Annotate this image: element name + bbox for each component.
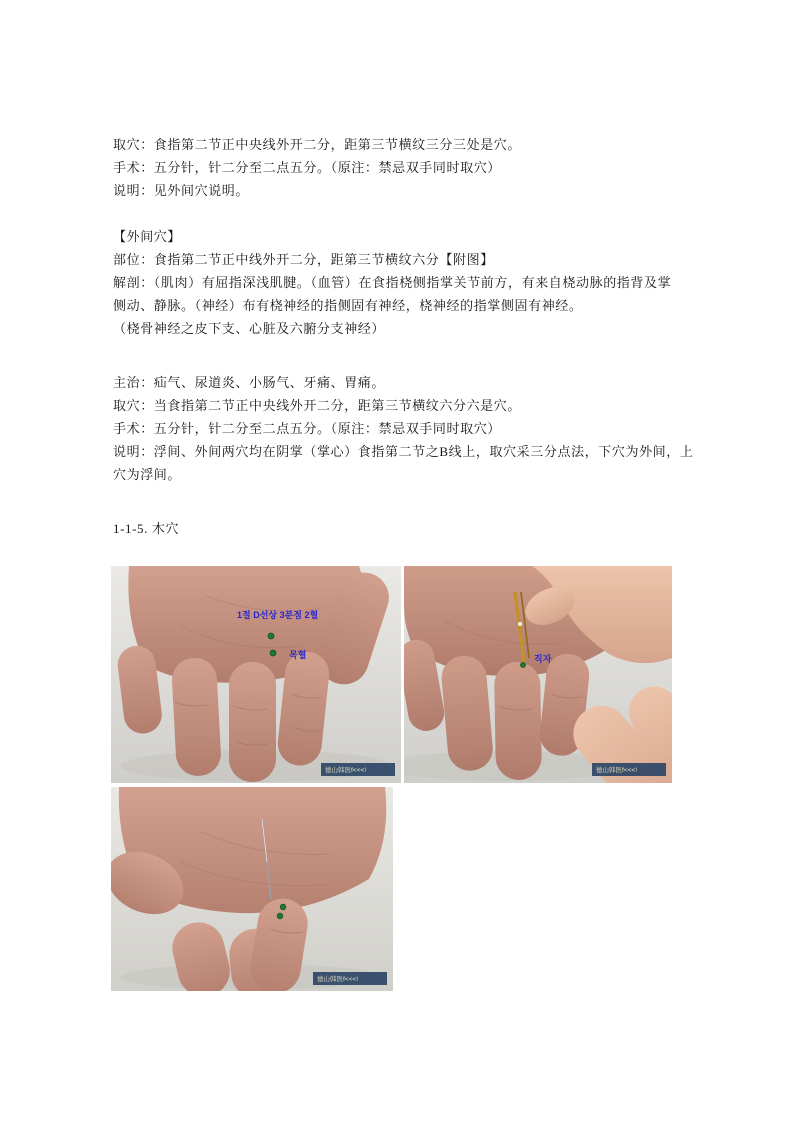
photo-needle-inserted	[111, 787, 393, 991]
text-line-shuoming-2: 说明：浮间、外间两穴均在阴掌（掌心）食指第二节之B线上，取穴采三分点法，下穴为外间，上	[113, 444, 694, 459]
text-line-quxue-1: 取穴：食指第二节正中央线外开二分，距第三节横纹三分三处是穴。	[113, 137, 522, 152]
acupoint-dot	[270, 650, 276, 656]
blank-line	[113, 486, 713, 517]
annotation-line-label: 1절 D선상 3분점 2혈	[237, 610, 319, 620]
heading-waijian: 【外间穴】	[113, 229, 182, 244]
hand-illustration-3	[111, 787, 393, 991]
text-line-buwei: 部位：食指第二节正中线外开二分，距第三节横纹六分【附图】	[113, 252, 494, 267]
text-line-quxue-2: 取穴：当食指第二节正中央线外开二分，距第三节横纹六分六是穴。	[113, 398, 522, 413]
svg-text:德山韩医f<<<!: 德山韩医f<<<!	[325, 767, 366, 774]
insertion-label: 직자	[534, 654, 552, 664]
photo-needle-application	[404, 566, 672, 783]
blank-line	[113, 202, 713, 225]
document-text	[113, 133, 713, 540]
text-line-jiepou-1: 解剖：（肌肉）有屈指深浅肌腱。（血管）在食指桡侧指掌关节前方，有来自桡动脉的指背及掌	[113, 275, 672, 290]
text-line-jiepou-3: （桡骨神经之皮下支、心脏及六腑分支神经）	[113, 321, 386, 336]
hand-illustration-1	[111, 566, 401, 783]
watermark	[592, 763, 666, 776]
acupoint-name-label: 목혈	[289, 650, 307, 660]
photo-hand-acupoints	[111, 566, 401, 783]
section-heading-115-muxue: 1-1-5. 木穴	[113, 521, 180, 536]
acupoint-dot	[521, 663, 526, 668]
watermark	[313, 972, 387, 985]
acupoint-dot	[280, 904, 286, 910]
text-line-jiepou-2: 侧动、静脉。（神经）布有桡神经的指侧固有神经，桡神经的指掌侧固有神经。	[113, 298, 583, 313]
hand-illustration-2	[404, 566, 672, 783]
text-line-shoushu-1: 手术：五分针，针二分至二点五分。（原注：禁忌双手同时取穴）	[113, 160, 501, 175]
acupoint-dot	[277, 913, 283, 919]
watermark	[321, 763, 395, 776]
svg-text:德山韩医f<<<!: 德山韩医f<<<!	[317, 976, 358, 983]
text-line-zhuzhi: 主治：疝气、尿道炎、小肠气、牙痛、胃痛。	[113, 375, 386, 390]
acupoint-dot	[268, 633, 274, 639]
text-line-shoushu-2: 手术：五分针，针二分至二点五分。（原注：禁忌双手同时取穴）	[113, 421, 501, 436]
svg-text:德山韩医f<<<!: 德山韩医f<<<!	[596, 767, 637, 774]
photo-group	[111, 566, 673, 991]
text-line-shuoming-1: 说明：见外间穴说明。	[113, 183, 250, 198]
blank-line	[113, 340, 713, 371]
text-line-shuoming-2b: 穴为浮间。	[113, 467, 182, 482]
